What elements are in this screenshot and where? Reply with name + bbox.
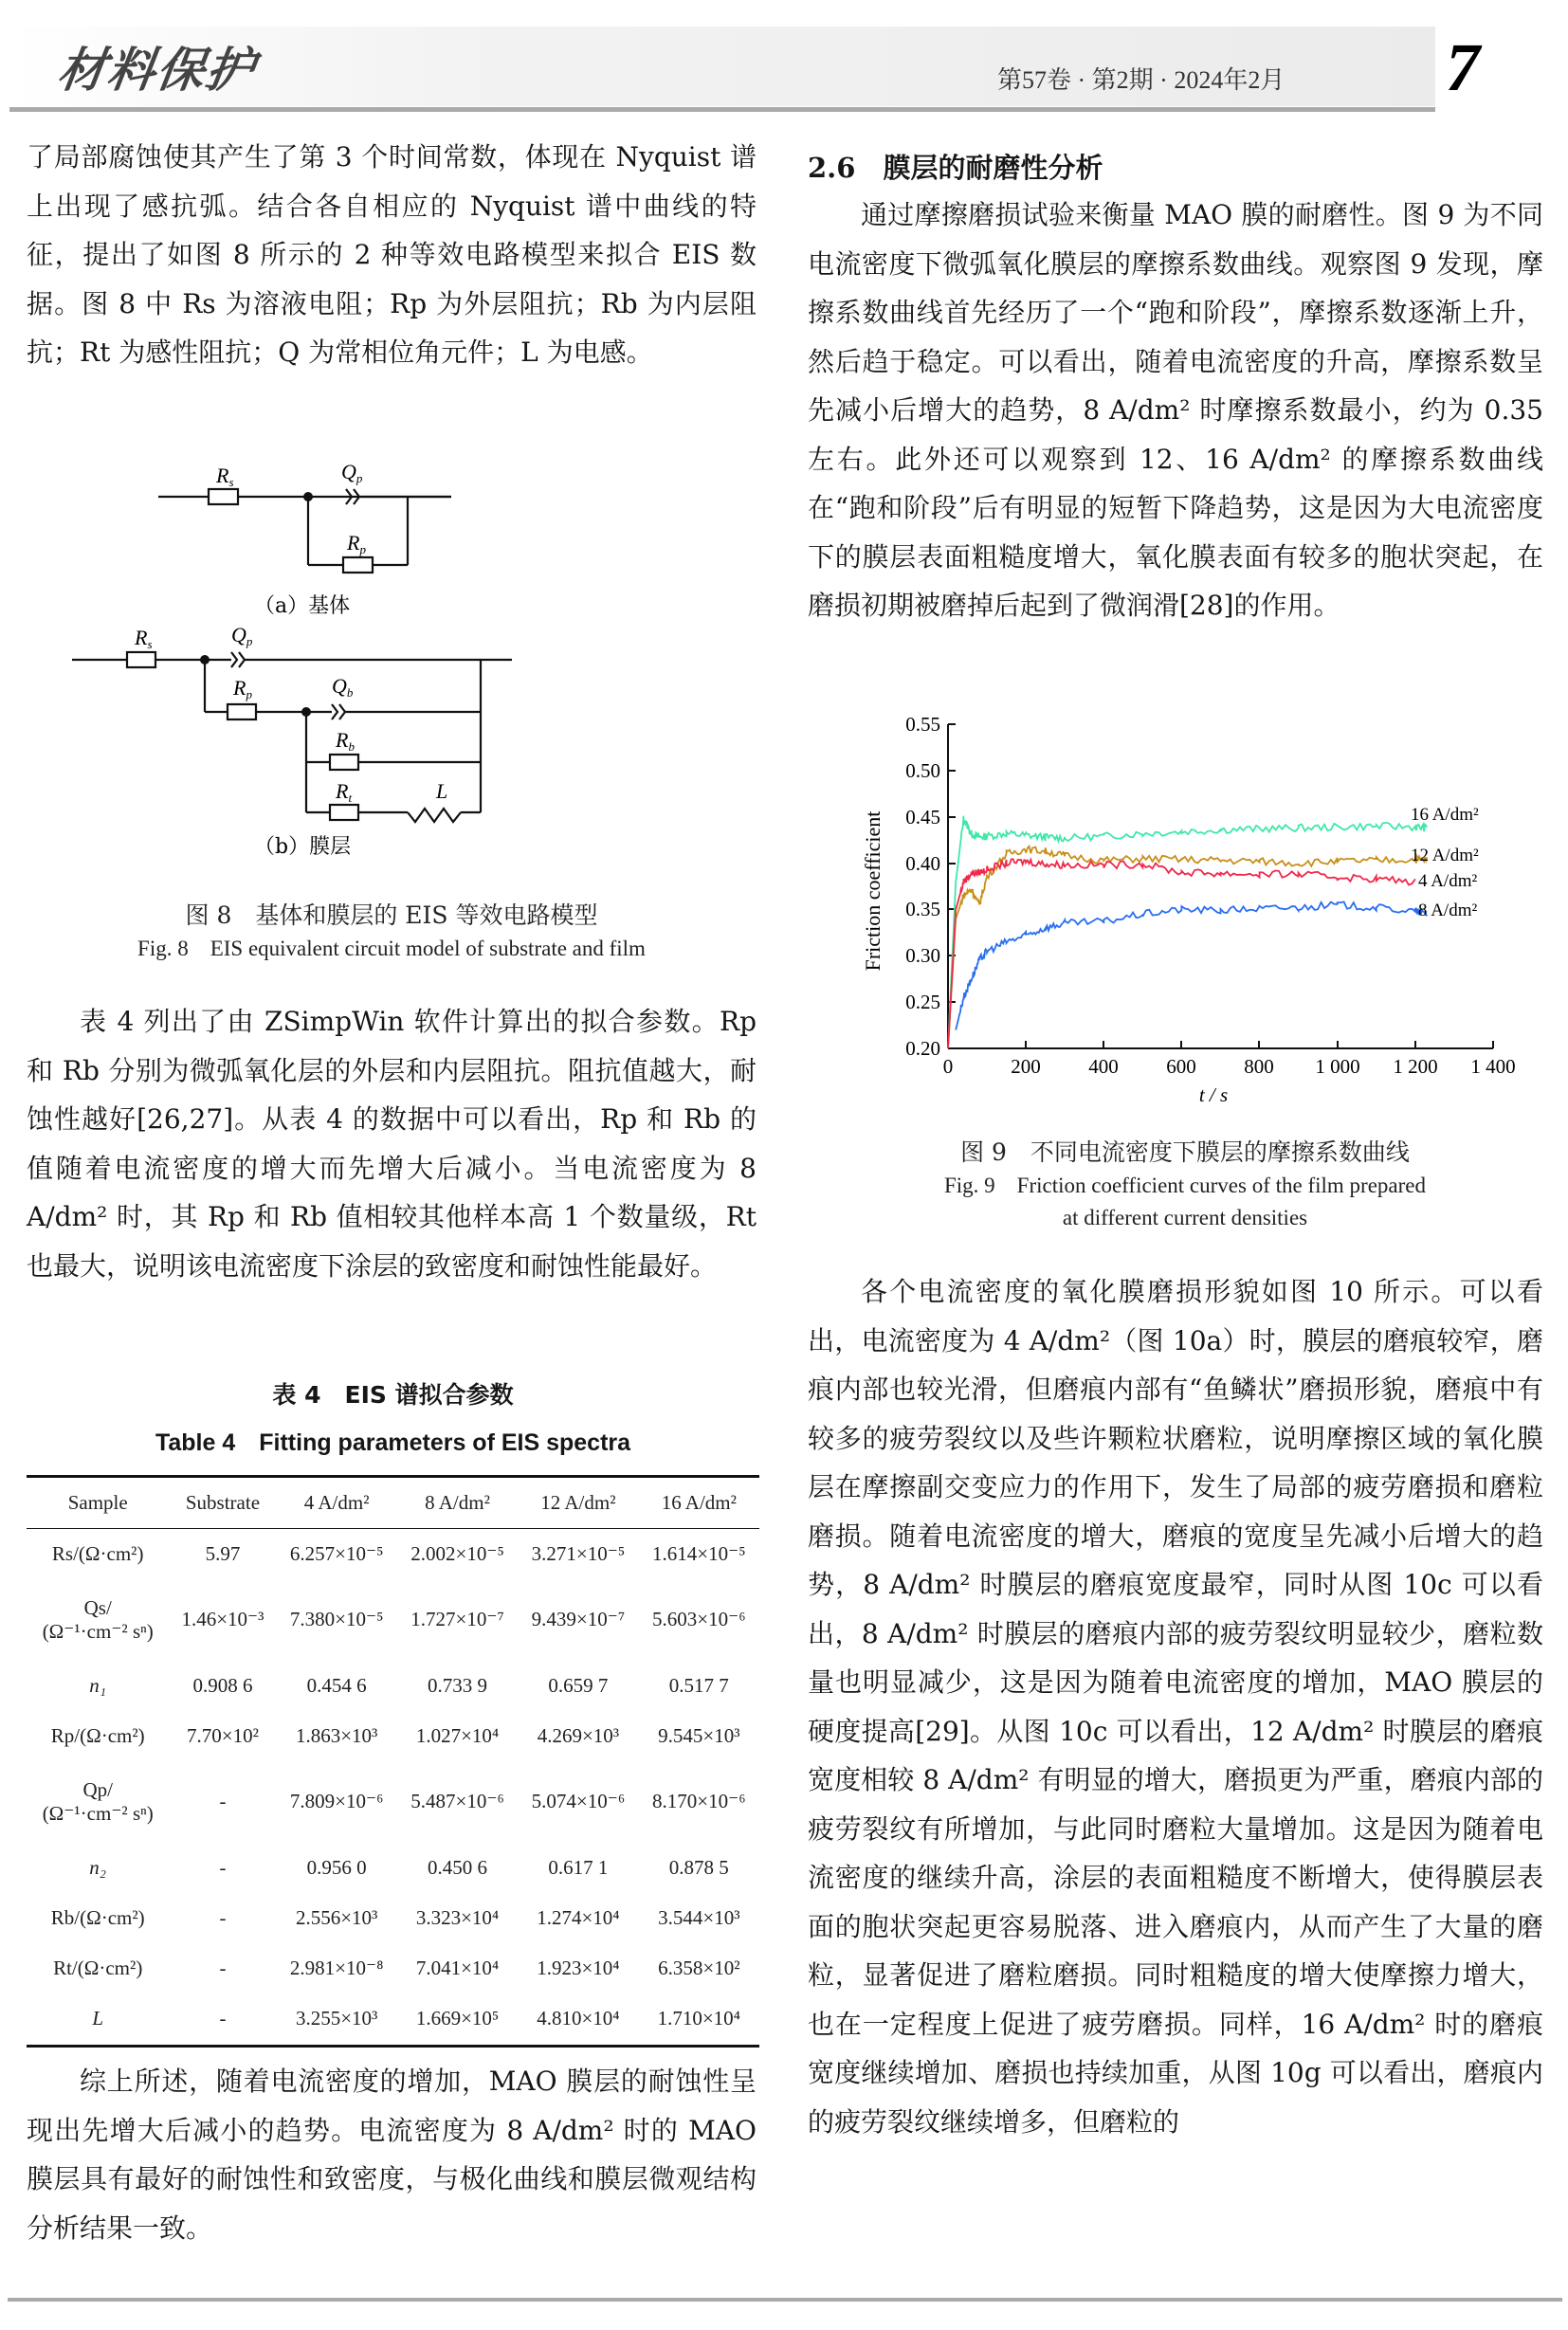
y-tick-labels xyxy=(905,713,940,1060)
legend-16: 16 A/dm² xyxy=(1411,805,1479,825)
cell: 7.70×10² xyxy=(187,1723,259,1747)
cell: 9.439×10⁻⁷ xyxy=(531,1608,626,1630)
cell: - xyxy=(169,1993,276,2047)
legend xyxy=(1411,805,1479,920)
cell: - xyxy=(219,1905,227,1929)
label-qb: Qb xyxy=(332,674,354,700)
cell: 3.544×10³ xyxy=(658,1905,740,1929)
series-line xyxy=(948,816,1427,1048)
table-row xyxy=(27,1893,759,1943)
row-label-line: Qp/ xyxy=(82,1777,113,1801)
label-rs: Rs xyxy=(216,464,234,489)
cell: 8.170×10⁻⁶ xyxy=(652,1790,746,1812)
y-tick: 0.40 xyxy=(905,852,940,875)
legend-12: 12 A/dm² xyxy=(1411,846,1479,865)
label-l: L xyxy=(436,779,448,803)
paragraph: 通过摩擦磨损试验来衡量 MAO 膜的耐磨性。图 9 为不同电流密度下微弧氧化膜层的摩擦系数曲线。观察图 9 发现，摩擦系数曲线首先经历了一个“跑和阶段”，摩擦系数逐渐上升，然后趋于稳定。可以看出，随着电流密度的升高，摩擦系数呈先减小后增大的趋势，8 A/dm² 时摩擦系数最小，约为 0.35 左右。此外还可以观察到 12、16 A/dm² 的摩擦系数曲线在“跑和阶段”后有明显的短暂下降趋势，这是因为大电流密度下的膜层表面粗糙度增大，氧化膜表面有较多的胞状突起，在磨损初期被磨掉后起到了微润滑[28]的作用。 xyxy=(808,199,1543,621)
cell: 3.271×10⁻⁵ xyxy=(531,1541,626,1565)
figure-caption-cn: 图 9 不同电流密度下膜层的摩擦系数曲线 xyxy=(960,1138,1410,1166)
cell: 1.027×10⁴ xyxy=(415,1723,500,1747)
issue-info: 第57卷 · 第2期 · 2024年2月 xyxy=(997,66,1285,94)
left-column-body-3 xyxy=(27,2057,757,2252)
cell: 2.002×10⁻⁵ xyxy=(410,1541,504,1565)
cell: - xyxy=(219,1790,227,1812)
column-header: 16 A/dm² xyxy=(639,1477,759,1529)
table-row xyxy=(27,1529,759,1579)
series-line xyxy=(956,901,1427,1029)
table-4-title xyxy=(27,1376,759,1458)
cell: - xyxy=(219,1956,227,1979)
x-tick: 400 xyxy=(1088,1055,1119,1078)
table-row xyxy=(27,1661,759,1711)
x-tick: 1 200 xyxy=(1393,1055,1438,1078)
cell: 4.269×10³ xyxy=(537,1723,620,1747)
cell: 6.257×10⁻⁵ xyxy=(289,1541,384,1565)
label-rp: Rp xyxy=(233,676,252,701)
cell: 1.863×10³ xyxy=(295,1723,378,1747)
right-column xyxy=(808,147,1543,630)
cell: 7.809×10⁻⁶ xyxy=(289,1790,384,1812)
x-tick: 0 xyxy=(942,1055,954,1078)
cell: 2.981×10⁻⁸ xyxy=(289,1956,384,1979)
figure-caption-cn: 图 8 基体和膜层的 EIS 等效电路模型 xyxy=(185,901,598,929)
label-rp: Rp xyxy=(347,531,366,556)
cell: 1.614×10⁻⁵ xyxy=(652,1541,746,1565)
x-tick: 600 xyxy=(1166,1055,1196,1078)
cell: 0.733 9 xyxy=(428,1673,488,1697)
column-header: 4 A/dm² xyxy=(276,1477,396,1529)
row-label: Rs/(Ω·cm²) xyxy=(51,1541,144,1565)
left-column xyxy=(27,133,757,377)
table-row xyxy=(27,1579,759,1661)
table-4 xyxy=(27,1475,759,2048)
x-tick: 200 xyxy=(1011,1055,1041,1078)
figure-9-friction-chart xyxy=(853,711,1517,1119)
figure-8-caption xyxy=(27,899,757,965)
legend-8: 8 A/dm² xyxy=(1418,901,1478,920)
table-row xyxy=(27,1843,759,1893)
cell: 7.380×10⁻⁵ xyxy=(289,1608,384,1630)
table-row xyxy=(27,1943,759,1993)
row-label xyxy=(27,1579,169,1661)
y-tick: 0.30 xyxy=(905,944,940,967)
table-title-en: Table 4 Fitting parameters of EIS spectra xyxy=(155,1429,631,1456)
series-layer xyxy=(948,816,1427,1048)
paragraph: 综上所述，随着电流密度的增加，MAO 膜层的耐蚀性呈现出先增大后减小的趋势。电流密度为 8 A/dm² 时的 MAO 膜层具有最好的耐蚀性和致密度，与极化曲线和膜层微观结构分析结果一致。 xyxy=(27,2066,757,2244)
cell: 1.669×10⁵ xyxy=(397,1993,518,2047)
row-label: Rb/(Ω·cm²) xyxy=(50,1905,145,1929)
series-line xyxy=(948,859,1415,1048)
table-row xyxy=(27,1761,759,1843)
cell: 0.878 5 xyxy=(668,1855,729,1879)
cell: 3.323×10⁴ xyxy=(415,1905,500,1929)
row-label xyxy=(27,1761,169,1843)
cell: 1.727×10⁻⁷ xyxy=(410,1608,504,1630)
cell: 0.517 7 xyxy=(668,1673,729,1697)
cell: 3.255×10³ xyxy=(276,1993,396,2047)
column-header: 8 A/dm² xyxy=(397,1477,518,1529)
label-rt: Rt xyxy=(336,779,353,805)
x-tick: 1 000 xyxy=(1315,1055,1360,1078)
paragraph: 了局部腐蚀使其产生了第 3 个时间常数，体现在 Nyquist 谱上出现了感抗弧。结合各自相应的 Nyquist 谱中曲线的特征，提出了如图 8 所示的 2 种等效电路模型来拟合 EIS 数据。图 8 中 Rs 为溶液电阻；Rp 为外层阻抗；Rb 为内层阻抗；Rt 为感性阻抗；Q 为常相位角元件；L 为电感。 xyxy=(27,141,757,368)
y-tick: 0.45 xyxy=(905,806,940,828)
y-tick: 0.50 xyxy=(905,759,940,782)
y-tick: 0.20 xyxy=(905,1037,940,1060)
table-row xyxy=(27,1711,759,1761)
figure-8-circuit-diagram xyxy=(57,441,763,891)
cell: 5.487×10⁻⁶ xyxy=(410,1790,504,1812)
cell: 6.358×10² xyxy=(658,1956,740,1979)
x-axis-label: t / s xyxy=(1198,1083,1229,1106)
page-number: 7 xyxy=(1446,29,1480,105)
x-tick: 1 400 xyxy=(1470,1055,1516,1078)
x-tick-labels xyxy=(943,1055,1516,1078)
cell: 4.810×10⁴ xyxy=(518,1993,638,2047)
row-label: L xyxy=(27,1993,169,2047)
cell: 0.908 6 xyxy=(192,1673,253,1697)
eis-fitting-table xyxy=(27,1475,759,2048)
header-divider xyxy=(9,107,1435,112)
junction-node xyxy=(303,492,313,501)
journal-title: 材料保护 xyxy=(54,42,260,98)
cell: 1.46×10⁻³ xyxy=(181,1608,264,1630)
cell: 0.454 6 xyxy=(306,1673,367,1697)
left-column-body-2 xyxy=(27,997,757,1290)
column-header: 12 A/dm² xyxy=(518,1477,638,1529)
row-label: Rt/(Ω·cm²) xyxy=(53,1956,143,1979)
cell: 5.97 xyxy=(205,1541,241,1565)
row-label: n₁ xyxy=(89,1673,107,1697)
x-tick: 800 xyxy=(1244,1055,1274,1078)
label-qp: Qp xyxy=(341,460,363,485)
cell: 0.450 6 xyxy=(428,1855,488,1879)
row-label: n₂ xyxy=(89,1855,107,1879)
y-tick: 0.55 xyxy=(905,713,940,736)
cell: 5.603×10⁻⁶ xyxy=(652,1608,746,1630)
paragraph: 各个电流密度的氧化膜磨损形貌如图 10 所示。可以看出，电流密度为 4 A/dm²（图 10a）时，膜层的磨痕较窄，磨痕内部也较光滑，但磨痕内部有“鱼鳞状”磨损形貌，磨痕中有较多的疲劳裂纹以及些许颗粒状磨粒，说明摩擦区域的氧化膜层在摩擦副交变应力的作用下，发生了局部的疲劳磨损和磨粒磨损。随着电流密度的增大，磨痕的宽度呈先减小后增大的趋势，8 A/dm² 时膜层的磨痕宽度最窄，同时从图 10c 可以看出，8 A/dm² 时膜层的磨痕内部的疲劳裂纹明显较少，磨粒数量也明显减少，这是因为随着电流密度的增加，MAO 膜层的硬度提高[29]。从图 10c 可以看出，12 A/dm² 时膜层的磨痕宽度相较 8 A/dm² 有明显的增大，磨损更为严重，磨痕内部的疲劳裂纹有所增加，与此同时磨粒大量增加。这是因为随着电流密度的继续升高，涂层的表面粗糙度不断增大，使得膜层表面的胞状突起更容易脱落、进入磨痕内，从而产生了大量的磨粒，显著促进了磨粒磨损。同时粗糙度的增大使摩擦力增大，也在一定程度上促进了疲劳磨损。同样，16 A/dm² 时的磨痕宽度继续增加、磨损也持续加重，从图 10g 可以看出，磨痕内的疲劳裂纹继续增多，但磨粒的 xyxy=(808,1276,1543,2138)
cell: 0.659 7 xyxy=(548,1673,609,1697)
table-title-cn: 表 4 EIS 谱拟合参数 xyxy=(272,1381,514,1409)
cell: - xyxy=(219,1855,227,1879)
cell: 1.274×10⁴ xyxy=(537,1905,620,1929)
axes xyxy=(948,724,1493,1048)
right-column-body-2 xyxy=(808,1267,1543,2146)
figure-9-caption xyxy=(853,1136,1517,1234)
y-tick: 0.25 xyxy=(905,991,940,1013)
table-row xyxy=(27,1993,759,2047)
table-header-row xyxy=(27,1477,759,1529)
row-label-unit: (Ω⁻¹·cm⁻² sⁿ) xyxy=(42,1801,154,1825)
paragraph: 表 4 列出了由 ZSimpWin 软件计算出的拟合参数。Rp 和 Rb 分别为微弧氧化层的外层和内层阻抗。阻抗值越大，耐蚀性越好[26,27]。从表 4 的数据中可以看出，Rp 和 Rb 的值随着电流密度的增大而先增大后减小。当电流密度为 8 A/dm² 时，其 Rp 和 Rb 值相较其他样本高 1 个数量级，Rt 也最大，说明该电流密度下涂层的致密度和耐蚀性能最好。 xyxy=(27,1006,757,1282)
row-label-line: Qs/ xyxy=(83,1595,112,1619)
cell: 1.710×10⁴ xyxy=(639,1993,759,2047)
cell: 9.545×10³ xyxy=(658,1723,740,1747)
cell: 7.041×10⁴ xyxy=(415,1956,500,1979)
section-heading: 2.6 膜层的耐磨性分析 xyxy=(808,152,1103,184)
column-header: Sample xyxy=(27,1477,169,1529)
label-qp: Qp xyxy=(231,623,253,648)
cell: 0.956 0 xyxy=(306,1855,367,1879)
junction-node xyxy=(301,707,311,717)
row-label-unit: (Ω⁻¹·cm⁻² sⁿ) xyxy=(42,1619,154,1643)
label-rb: Rb xyxy=(336,728,355,754)
figure-caption-en: Fig. 9 Friction coefficient curves of the film prepared xyxy=(944,1174,1426,1197)
footer-divider xyxy=(8,2298,1562,2302)
figure-caption-en-2: at different current densities xyxy=(1062,1206,1308,1229)
cell: 1.923×10⁴ xyxy=(537,1956,620,1979)
column-header: Substrate xyxy=(169,1477,276,1529)
label-rs: Rs xyxy=(135,626,153,651)
cell: 0.617 1 xyxy=(548,1855,609,1879)
subfigure-a-label: （a）基体 xyxy=(254,594,351,618)
legend-4: 4 A/dm² xyxy=(1418,871,1478,891)
series-line xyxy=(948,846,1427,1048)
row-label: Rp/(Ω·cm²) xyxy=(50,1723,145,1747)
y-tick: 0.35 xyxy=(905,898,940,920)
junction-node xyxy=(200,655,210,664)
y-axis-label: Friction coefficient xyxy=(861,810,884,972)
cell: 5.074×10⁻⁶ xyxy=(531,1790,626,1812)
cell: 2.556×10³ xyxy=(295,1905,378,1929)
subfigure-b-label: （b）膜层 xyxy=(254,835,352,859)
figure-caption-en: Fig. 8 EIS equivalent circuit model of substrate and film xyxy=(137,937,646,960)
